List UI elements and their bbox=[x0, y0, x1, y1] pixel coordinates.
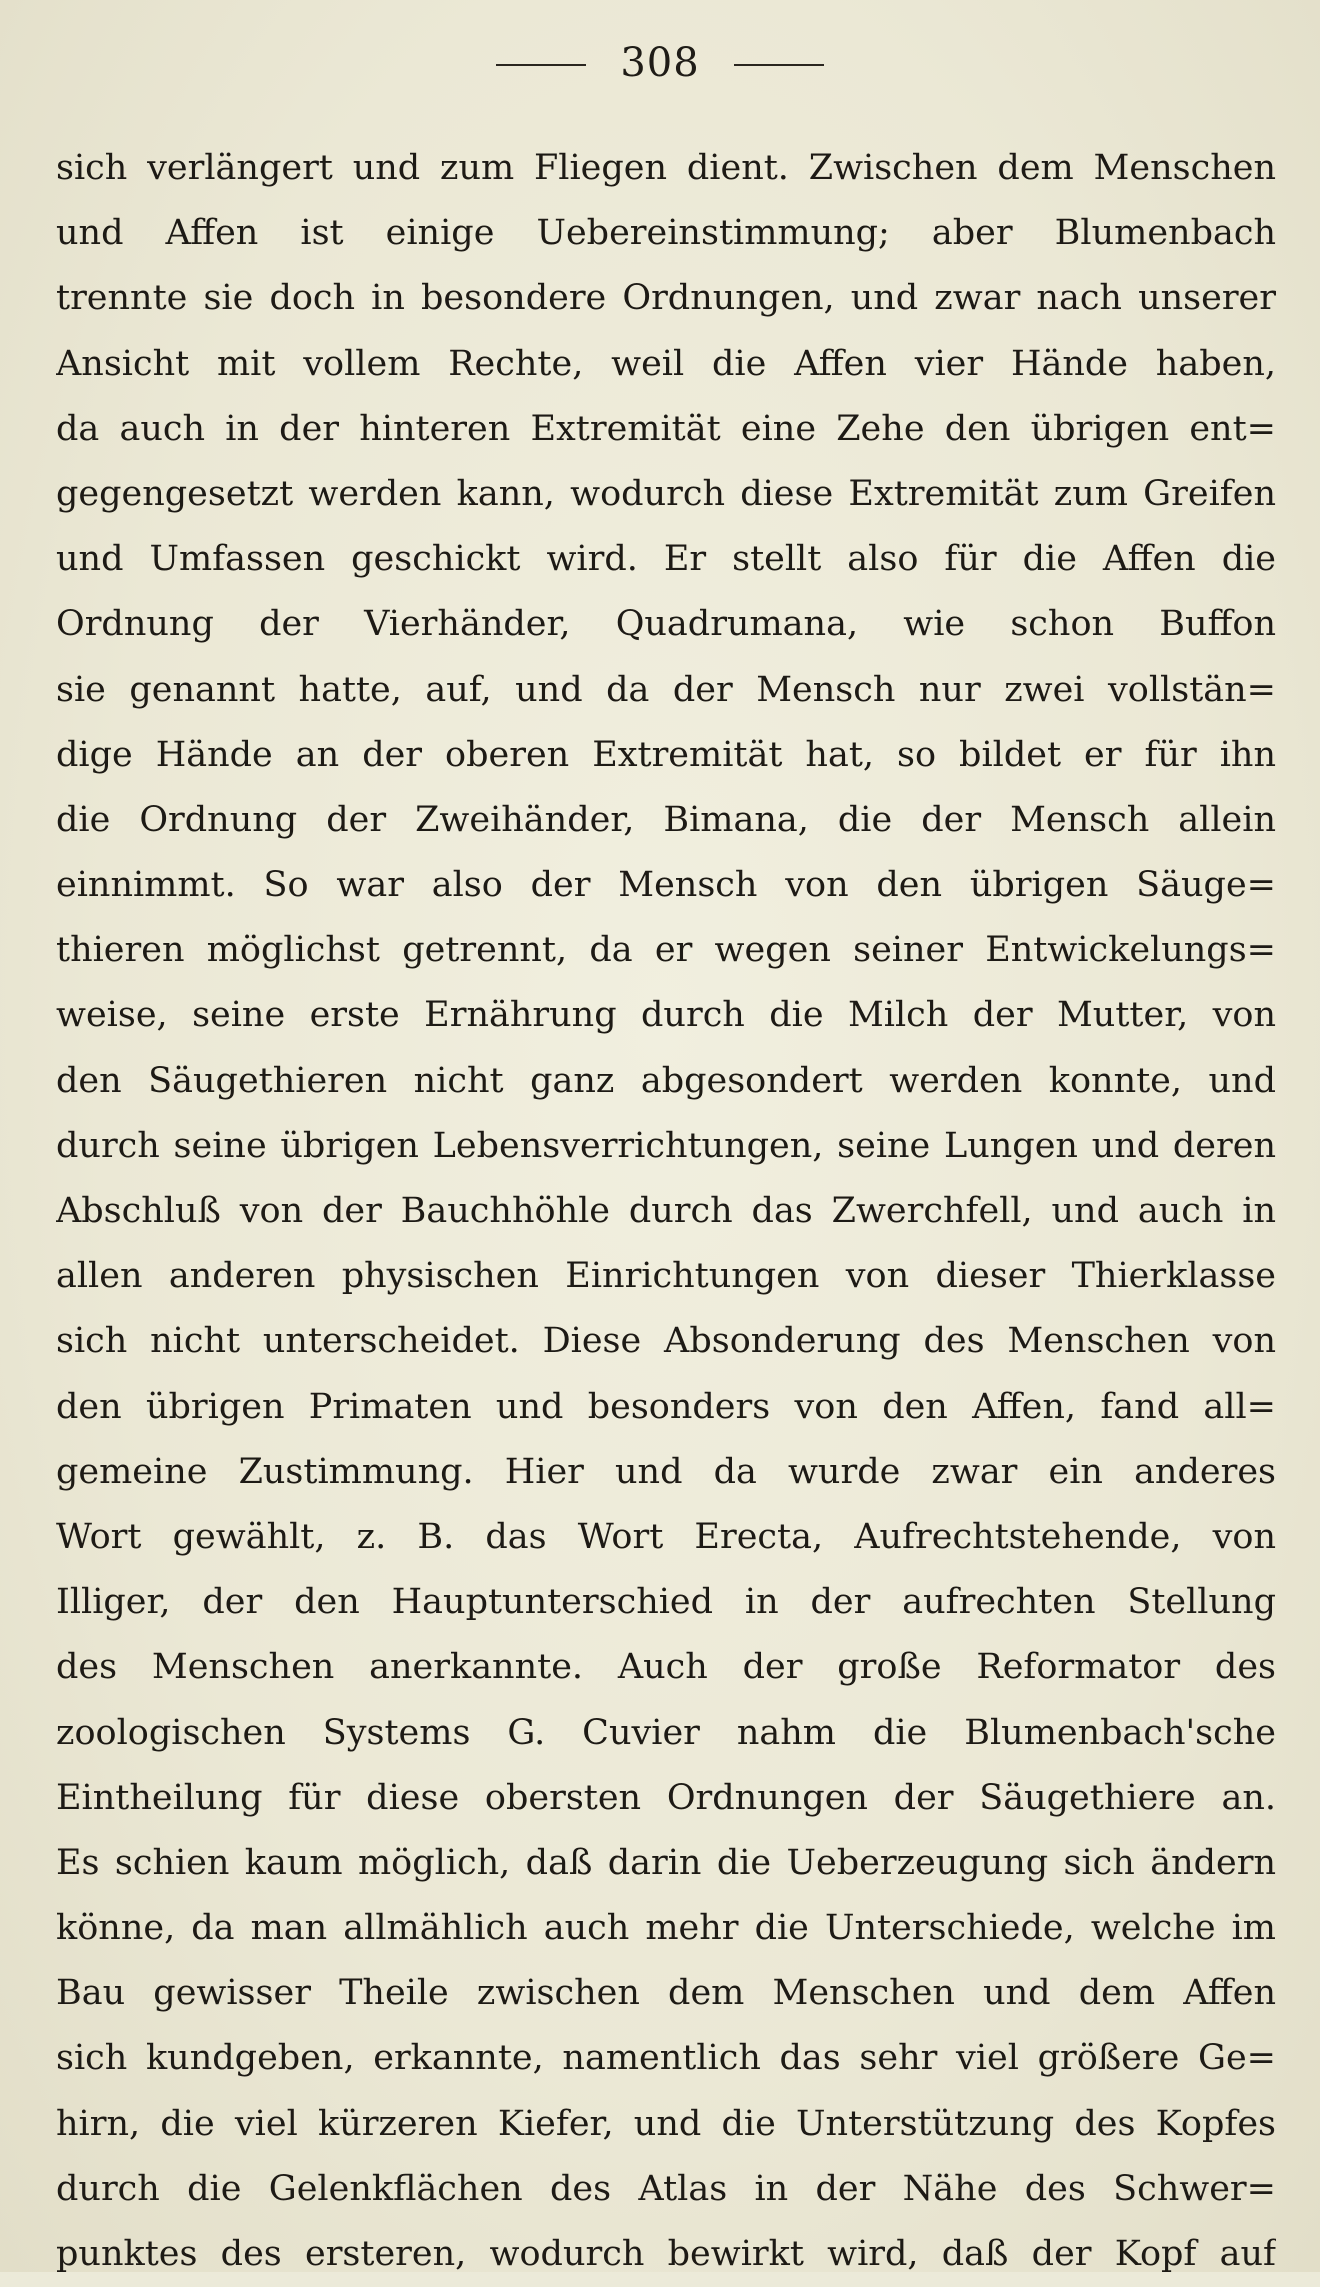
text-line: Bau gewisser Theile zwischen dem Menschen und dem Affen bbox=[56, 1973, 1276, 2014]
text-line: den übrigen Primaten und besonders von den Affen, fand all= bbox=[56, 1386, 1276, 1427]
text-line: gemeine Zustimmung. Hier und da wurde zwar ein anderes bbox=[56, 1451, 1276, 1492]
page-header bbox=[0, 28, 1320, 98]
text-line: durch seine übrigen Lebensverrichtungen, seine Lungen und deren bbox=[56, 1125, 1276, 1166]
text-line: Ansicht mit vollem Rechte, weil die Affen vier Hände haben, bbox=[56, 343, 1276, 384]
text-line: und Umfassen geschickt wird. Er stellt also für die Affen die bbox=[56, 539, 1276, 580]
text-line: da auch in der hinteren Extremität eine Zehe den übrigen ent= bbox=[56, 408, 1276, 449]
text-line: sich verlängert und zum Fliegen dient. Zwischen dem Menschen bbox=[56, 148, 1276, 188]
text-line: Eintheilung für diese obersten Ordnungen der Säugethiere an. bbox=[56, 1777, 1276, 1818]
text-line: zoologischen Systems G. Cuvier nahm die Blumenbach'sche bbox=[56, 1712, 1276, 1753]
header-rule-right bbox=[734, 64, 824, 66]
text-line: dige Hände an der oberen Extremität hat, so bildet er für ihn bbox=[56, 734, 1276, 775]
text-line: allen anderen physischen Einrichtungen von dieser Thierklasse bbox=[56, 1256, 1276, 1297]
text-line: punktes des ersteren, wodurch bewirkt wird, daß der Kopf auf bbox=[56, 2234, 1276, 2274]
header-rule-left bbox=[496, 64, 586, 66]
text-line: hirn, die viel kürzeren Kiefer, und die Unterstützung des Kopfes bbox=[56, 2103, 1276, 2144]
text-line: sich kundgeben, erkannte, namentlich das sehr viel größere Ge= bbox=[56, 2038, 1276, 2079]
text-line: könne, da man allmählich auch mehr die Unterschiede, welche im bbox=[56, 1908, 1276, 1949]
text-line: Ordnung der Vierhänder, Quadrumana, wie schon Buffon bbox=[56, 604, 1276, 645]
text-line: des Menschen anerkannte. Auch der große Reformator des bbox=[56, 1647, 1276, 1688]
text-line: Es schien kaum möglich, daß darin die Ueberzeugung sich ändern bbox=[56, 1842, 1276, 1883]
text-line: durch die Gelenkflächen des Atlas in der Nähe des Schwer= bbox=[56, 2168, 1276, 2209]
text-line: und Affen ist einige Uebereinstimmung; aber Blumenbach bbox=[56, 213, 1276, 254]
page-number: 308 bbox=[620, 40, 700, 86]
text-line: sie genannt hatte, auf, und da der Mensch nur zwei vollstän= bbox=[56, 669, 1276, 710]
text-line: thieren möglichst getrennt, da er wegen seiner Entwickelungs= bbox=[56, 930, 1276, 971]
text-line: Abschluß von der Bauchhöhle durch das Zwerchfell, und auch in bbox=[56, 1191, 1276, 1231]
text-line: den Säugethieren nicht ganz abgesondert werden konnte, und bbox=[56, 1060, 1276, 1101]
text-line: trennte sie doch in besondere Ordnungen, und zwar nach unserer bbox=[56, 278, 1276, 319]
text-line: Illiger, der den Hauptunterschied in der aufrechten Stellung bbox=[56, 1582, 1276, 1623]
text-line: einnimmt. So war also der Mensch von den übrigen Säuge= bbox=[56, 865, 1276, 906]
text-line: sich nicht unterscheidet. Diese Absonderung des Menschen von bbox=[56, 1321, 1276, 1362]
text-line: Wort gewählt, z. B. das Wort Erecta, Aufrechtstehende, von bbox=[56, 1516, 1276, 1557]
text-line: gegengesetzt werden kann, wodurch diese Extremität zum Greifen bbox=[56, 473, 1276, 514]
text-line: weise, seine erste Ernährung durch die Milch der Mutter, von bbox=[56, 995, 1276, 1036]
body-text bbox=[56, 136, 1276, 2287]
text-line: die Ordnung der Zweihänder, Bimana, die der Mensch allein bbox=[56, 799, 1276, 840]
